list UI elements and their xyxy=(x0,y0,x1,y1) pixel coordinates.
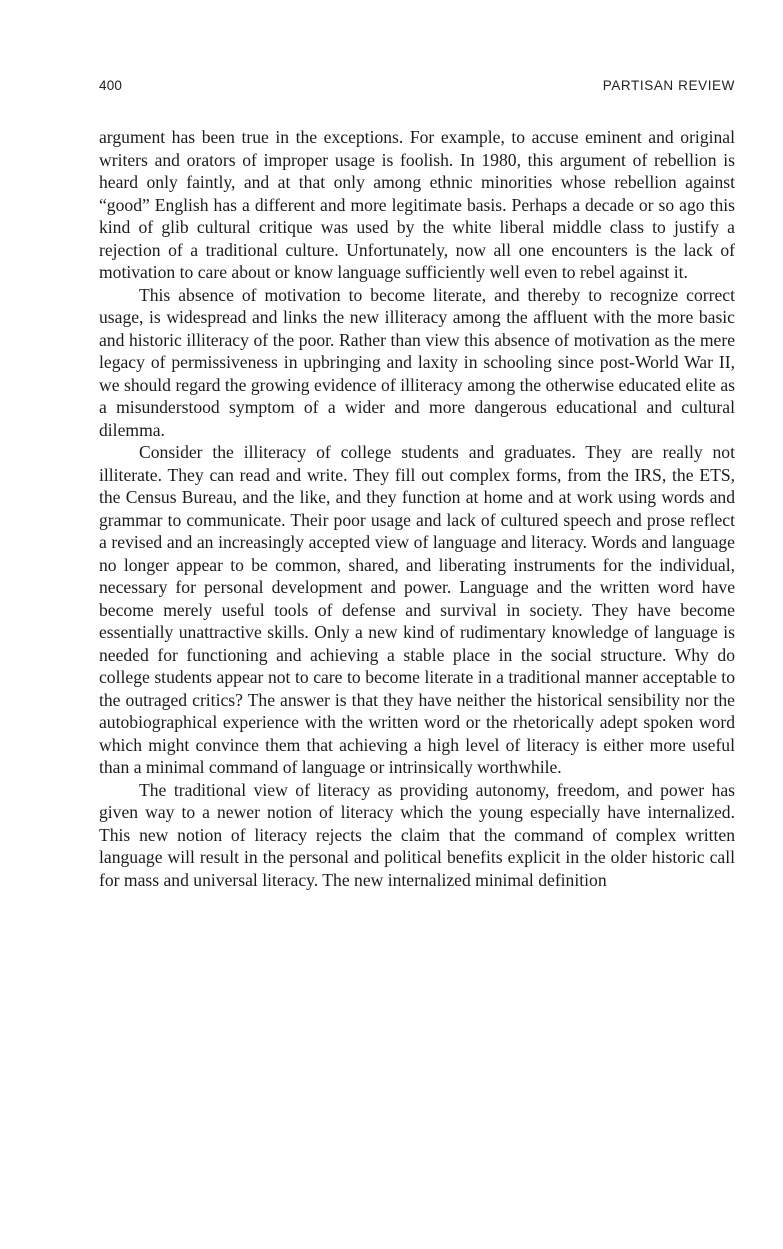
journal-title: PARTISAN REVIEW xyxy=(602,78,735,93)
article-body xyxy=(99,126,735,891)
running-head xyxy=(99,78,735,100)
paragraph: The traditional view of literacy as providing autonomy, freedom, and power has given way to a newer notion of literacy which the young especially have internalized. This new notion of literacy rejects the claim that the command of complex written language will result in the personal and political benefits explicit in the older historic call for mass and universal literacy. The new internalized minimal definition xyxy=(99,779,735,890)
page-number: 400 xyxy=(99,78,123,93)
paragraph: Consider the illiteracy of college students and graduates. They are really not illiterate. They can read and write. They fill out complex forms, from the IRS, the ETS, the Census Bureau, and the like, and they function at home and at work using words and grammar to communicate. Their poor usage and lack of cultured speech and prose reflect a revised and an increasingly accepted view of language and literacy. Words and language no longer appear to be common, shared, and liberating instruments for the individual, necessary for personal development and power. Language and the written word have become merely useful tools of defense and survival in society. They have become essentially unattractive skills. Only a new kind of rudimentary knowledge of language is needed for functioning and achieving a stable place in the social structure. Why do college students appear not to care to become literate in a traditional manner acceptable to the outraged critics? The answer is that they have neither the historical sensibility nor the autobiographical experience with the written word or the rhetorically adept spoken word which might convince them that achieving a high level of literacy is either more useful than a minimal command of language or intrinsically worthwhile. xyxy=(99,442,735,777)
paragraph: This absence of motivation to become literate, and thereby to recognize correct usage, is widespread and links the new illiteracy among the affluent with the more basic and historic illiteracy of the poor. Rather than view this absence of motivation as the mere legacy of permissiveness in upbringing and laxity in schooling since post-World War II, we should regard the growing evidence of illiteracy among the otherwise educated elite as a misunderstood symptom of a wider and more dangerous educational and cultural dilemma. xyxy=(99,284,735,440)
document-page xyxy=(99,78,735,891)
paragraph-continued: argument has been true in the exceptions. For example, to accuse eminent and original writers and orators of improper usage is foolish. In 1980, this argument of rebellion is heard only faintly, and at that only among ethnic minorities whose rebellion against “good” English has a different and more legitimate basis. Perhaps a decade or so ago this kind of glib cultural critique was used by the white liberal middle class to justify a rejection of a traditional culture. Unfortunately, now all one encounters is the lack of motivation to care about or know language sufficiently well even to rebel against it. xyxy=(99,127,735,282)
